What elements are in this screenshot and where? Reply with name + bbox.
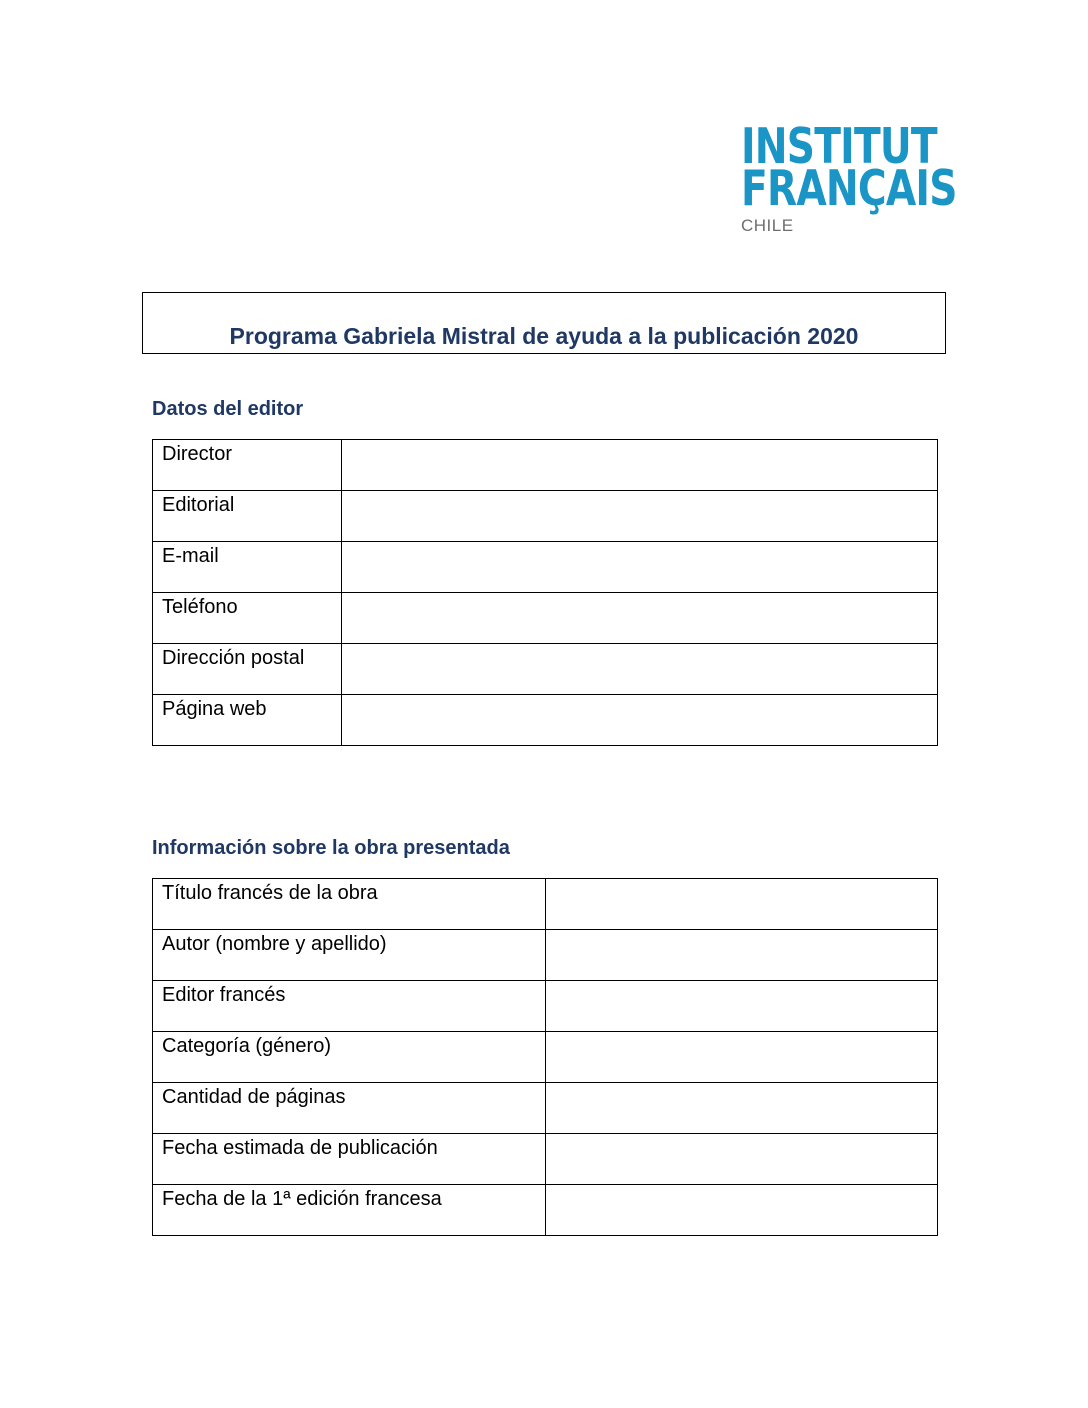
field-label: Editorial bbox=[153, 491, 342, 542]
director-field[interactable] bbox=[342, 440, 938, 491]
field-label: E-mail bbox=[153, 542, 342, 593]
postal-address-field[interactable] bbox=[342, 644, 938, 695]
author-field[interactable] bbox=[546, 930, 938, 981]
field-label: Fecha de la 1ª edición francesa bbox=[153, 1185, 546, 1236]
editor-section-heading: Datos del editor bbox=[152, 398, 304, 420]
table-row bbox=[153, 491, 938, 542]
title-box bbox=[142, 292, 946, 354]
editorial-field[interactable] bbox=[342, 491, 938, 542]
page-title: Programa Gabriela Mistral de ayuda a la publicación 2020 bbox=[229, 323, 859, 349]
institut-francais-logo bbox=[741, 118, 957, 236]
work-info-table bbox=[152, 878, 938, 1236]
logo-line-1: INSTITUT bbox=[741, 118, 937, 175]
first-french-edition-date-field[interactable] bbox=[546, 1185, 938, 1236]
logo-line-2: FRANÇAIS bbox=[741, 160, 957, 217]
french-publisher-field[interactable] bbox=[546, 981, 938, 1032]
field-label: Página web bbox=[153, 695, 342, 746]
table-row bbox=[153, 440, 938, 491]
field-label: Categoría (género) bbox=[153, 1032, 546, 1083]
table-row bbox=[153, 981, 938, 1032]
field-label: Fecha estimada de publicación bbox=[153, 1134, 546, 1185]
field-label: Teléfono bbox=[153, 593, 342, 644]
field-label: Editor francés bbox=[153, 981, 546, 1032]
category-field[interactable] bbox=[546, 1032, 938, 1083]
table-row bbox=[153, 695, 938, 746]
table-row bbox=[153, 879, 938, 930]
french-title-field[interactable] bbox=[546, 879, 938, 930]
table-row bbox=[153, 1134, 938, 1185]
table-row bbox=[153, 542, 938, 593]
page-count-field[interactable] bbox=[546, 1083, 938, 1134]
field-label: Dirección postal bbox=[153, 644, 342, 695]
field-label: Título francés de la obra bbox=[153, 879, 546, 930]
table-row bbox=[153, 930, 938, 981]
table-row bbox=[153, 1185, 938, 1236]
website-field[interactable] bbox=[342, 695, 938, 746]
estimated-publication-date-field[interactable] bbox=[546, 1134, 938, 1185]
table-row bbox=[153, 644, 938, 695]
table-row bbox=[153, 1083, 938, 1134]
editor-data-table bbox=[152, 439, 938, 746]
field-label: Director bbox=[153, 440, 342, 491]
table-row bbox=[153, 593, 938, 644]
field-label: Cantidad de páginas bbox=[153, 1083, 546, 1134]
table-row bbox=[153, 1032, 938, 1083]
work-section-heading: Información sobre la obra presentada bbox=[152, 837, 510, 859]
email-field[interactable] bbox=[342, 542, 938, 593]
phone-field[interactable] bbox=[342, 593, 938, 644]
field-label: Autor (nombre y apellido) bbox=[153, 930, 546, 981]
logo-subtitle: CHILE bbox=[741, 216, 794, 235]
